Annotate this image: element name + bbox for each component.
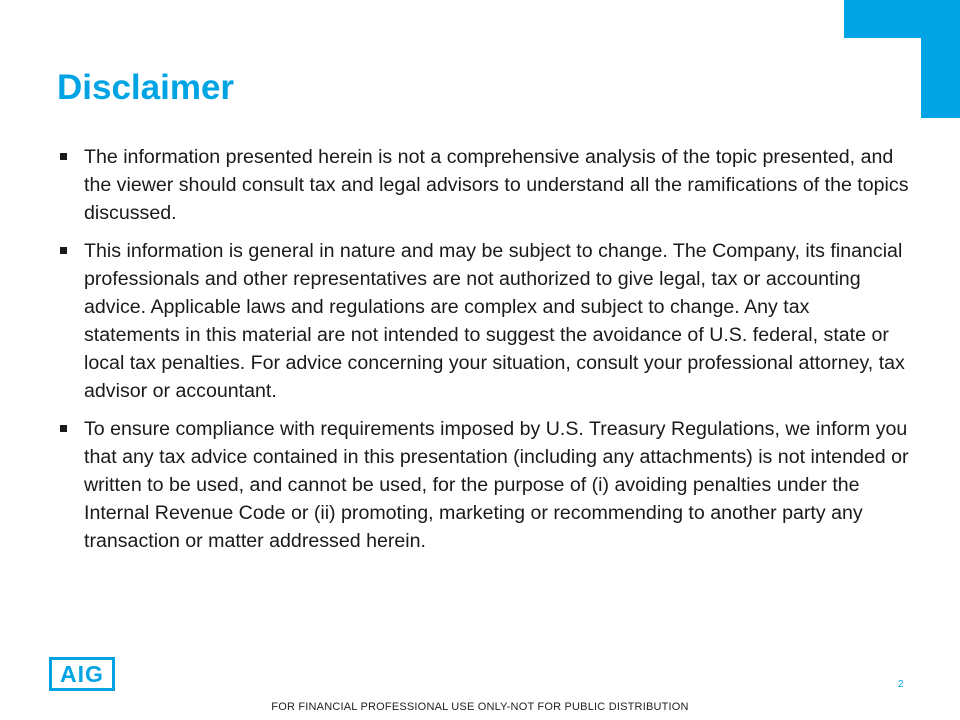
square-bullet-icon xyxy=(60,153,67,160)
square-bullet-icon xyxy=(60,425,67,432)
disclaimer-text: The information presented herein is not a comprehensive analysis of the topic presented, and the viewer should consult tax and legal advisors to understand all the ramifications of the topics discussed. xyxy=(84,146,909,224)
page-number: 2 xyxy=(898,679,904,690)
corner-accent-bar xyxy=(844,0,921,38)
square-bullet-icon xyxy=(60,247,67,254)
disclaimer-text: This information is general in nature and may be subject to change. The Company, its financial professionals and other representatives are not authorized to give legal, tax or accounting advice. Applicable laws and regulations are complex and subject to change. Any tax statements in this material are not intended to suggest the avoidance of U.S. federal, state or local tax penalties. For advice concerning your situation, consult your professional attorney, tax advisor or accountant. xyxy=(84,240,905,402)
disclaimer-text: To ensure compliance with requirements imposed by U.S. Treasury Regulations, we inform you that any tax advice contained in this presentation (including any attachments) is not intended or written to be used, and cannot be used, for the purpose of (i) avoiding penalties under the Internal Revenue Code or (ii) promoting, marketing or recommending to another party any transaction or matter addressed herein. xyxy=(84,418,909,552)
side-accent-bar xyxy=(921,0,960,118)
disclaimer-item xyxy=(60,415,910,555)
disclaimer-item xyxy=(60,237,910,405)
aig-logo: AIG xyxy=(49,657,115,691)
disclaimer-list xyxy=(60,143,910,565)
disclaimer-item xyxy=(60,143,910,227)
footer-distribution-note: FOR FINANCIAL PROFESSIONAL USE ONLY-NOT FOR PUBLIC DISTRIBUTION xyxy=(271,701,689,713)
slide-title: Disclaimer xyxy=(57,68,235,107)
